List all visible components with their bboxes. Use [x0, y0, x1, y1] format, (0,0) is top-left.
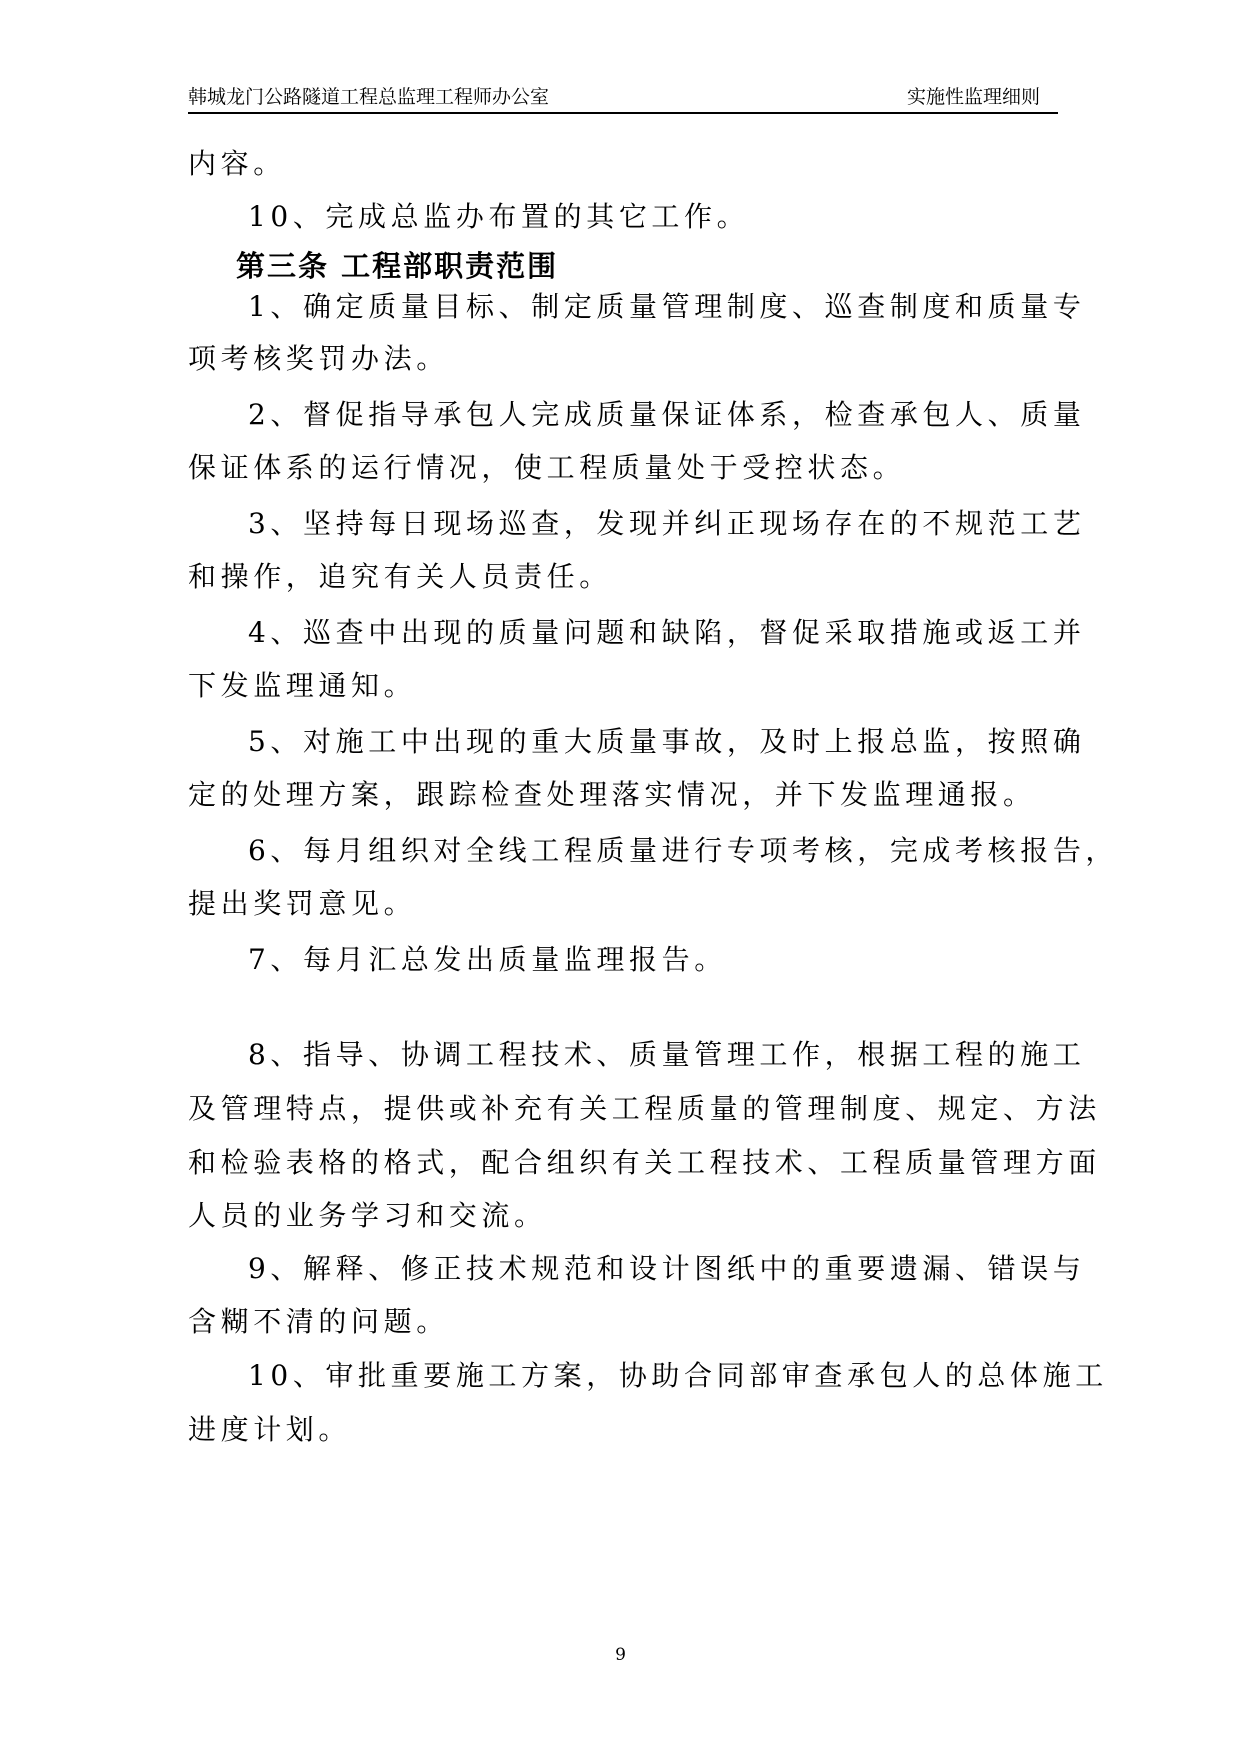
section-heading: 第三条 工程部职责范围 [236, 249, 559, 283]
paragraph-line: 9、解释、修正技术规范和设计图纸中的重要遗漏、错误与 [248, 1252, 1086, 1285]
page-number: 9 [615, 1645, 626, 1665]
paragraph-line: 下发监理通知。 [188, 669, 417, 702]
paragraph-line: 和检验表格的格式，配合组织有关工程技术、工程质量管理方面 [188, 1146, 1101, 1179]
paragraph-line: 7、每月汇总发出质量监理报告。 [248, 943, 727, 976]
paragraph-line: 4、巡查中出现的质量问题和缺陷，督促采取措施或返工并 [248, 616, 1086, 649]
header-document-title: 实施性监理细则 [906, 86, 1040, 108]
paragraph-line: 保证体系的运行情况，使工程质量处于受控状态。 [188, 451, 906, 484]
page-header [188, 84, 1058, 114]
paragraph-line: 6、每月组织对全线工程质量进行专项考核，完成考核报告， [248, 834, 1119, 867]
paragraph-line: 内容。 [188, 147, 286, 180]
paragraph-line: 5、对施工中出现的重大质量事故，及时上报总监，按照确 [248, 725, 1086, 758]
paragraph-line: 含糊不清的问题。 [188, 1305, 449, 1338]
paragraph-line: 及管理特点，提供或补充有关工程质量的管理制度、规定、方法 [188, 1092, 1101, 1125]
paragraph-line: 3、坚持每日现场巡查，发现并纠正现场存在的不规范工艺 [248, 507, 1086, 540]
paragraph-line: 提出奖罚意见。 [188, 887, 417, 920]
paragraph-line: 进度计划。 [188, 1413, 352, 1446]
paragraph-line: 8、指导、协调工程技术、质量管理工作，根据工程的施工 [248, 1038, 1086, 1071]
paragraph-line: 项考核奖罚办法。 [188, 342, 449, 375]
paragraph-line: 定的处理方案，跟踪检查处理落实情况，并下发监理通报。 [188, 778, 1036, 811]
paragraph-line: 和操作，追究有关人员责任。 [188, 560, 612, 593]
paragraph-line: 1、确定质量目标、制定质量管理制度、巡查制度和质量专 [248, 290, 1086, 323]
paragraph-line: 人员的业务学习和交流。 [188, 1199, 547, 1232]
header-office-name: 韩城龙门公路隧道工程总监理工程师办公室 [188, 86, 550, 108]
paragraph-line: 2、督促指导承包人完成质量保证体系，检查承包人、质量 [248, 398, 1086, 431]
paragraph-line: 10、审批重要施工方案，协助合同部审查承包人的总体施工 [248, 1359, 1108, 1392]
paragraph-line: 10、完成总监办布置的其它工作。 [248, 200, 750, 233]
